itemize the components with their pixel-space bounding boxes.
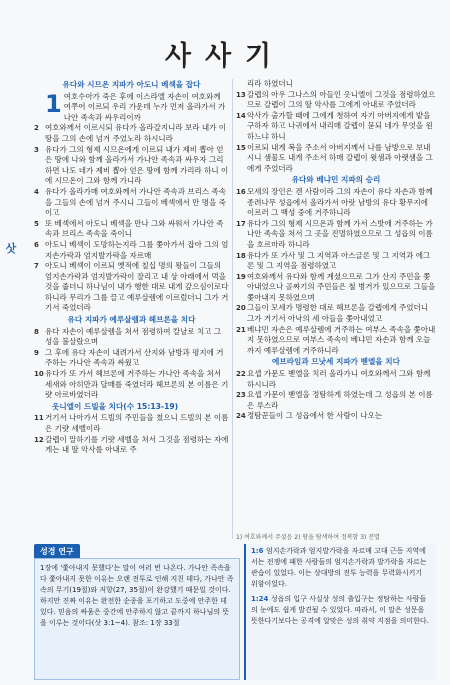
verse-number: 20 [236, 304, 246, 313]
section-heading: 유다와 베냐민 지파의 승리 [291, 175, 381, 185]
verse-body: 요셉 가문도 벧엘을 치러 올라가니 여호와께서 그와 함께 하시니라 [247, 369, 431, 389]
verse [34, 89, 229, 124]
verse-number: 9 [34, 348, 39, 357]
verse-body: 아도니 베섹이 도망하는지라 그를 쫓아가서 잡아 그의 엄지손가락과 엄지발가락을 자르매 [45, 239, 229, 260]
verse-text [45, 348, 229, 369]
verse-text [45, 123, 229, 144]
verse-number: 8 [34, 327, 39, 336]
study-section [34, 544, 436, 685]
verse-number [34, 92, 45, 124]
verse-number: 18 [236, 251, 246, 260]
study-text: 1장에 '쫓아내지 못했다'는 말이 여러 번 나온다. 가나안 족속을 다 쫓아내지 못한 이유는 오랜 전투로 인해 지친 데다, 가나안 족속의 무기(19절)와 저항(27, 35절)이 완강했기 때문일 것이다. 하지만 진짜 이유는 완전한 순종을 포기하고 도중에 안주한 데 있다. 믿음의 싸움은 중간에 안주하지 않고 끝까지 하나님의 뜻을 이루는 것이다(삿 3:1~4). 참조: 1장 33절 [40, 564, 234, 627]
verse-text [45, 145, 229, 187]
chapter-number: 1 [45, 89, 62, 118]
study-note [251, 594, 431, 627]
verse-number: 15 [236, 143, 246, 152]
note-reference: 1:6 [251, 547, 266, 555]
verse-number: 24 [236, 412, 246, 421]
verse-text [45, 89, 229, 124]
verse-body: 거기서 나아가서 드빌의 주민들을 쳤으니 드빌의 본 이름은 기럇 세벨이라 [45, 413, 229, 433]
verse-text [247, 251, 436, 272]
note-reference: 1:24 [251, 595, 271, 603]
verse-body: 요셉 가문이 벧엘을 정탐하게 하였는데 그 성읍의 본 이름은 루스라 [247, 390, 433, 410]
verse [34, 123, 229, 144]
right-column [236, 79, 436, 422]
verse [236, 303, 436, 324]
verse-number: 16 [236, 187, 246, 196]
section-heading: 옷니엘이 드빌을 치다(수 15:13-19) [52, 401, 179, 411]
verse-text [247, 143, 436, 175]
verse-text [247, 411, 436, 422]
verse-text [45, 240, 229, 261]
verse [34, 435, 229, 456]
verse-number: 4 [34, 187, 39, 196]
verse-text [247, 187, 436, 219]
verse [236, 251, 436, 272]
verse-number: 13 [236, 90, 246, 99]
verse-text [247, 325, 436, 357]
verse-text [45, 219, 229, 240]
verse-number: 21 [236, 325, 246, 334]
verse-body: 갈렙의 아우 그나스의 아들인 옷니엘이 그것을 점령하였으므로 갈렙이 그의 딸 악사를 그에게 아내로 주었더라 [247, 89, 436, 110]
verse [34, 240, 229, 261]
verse [34, 369, 229, 401]
verse [236, 111, 436, 143]
verse [236, 219, 436, 251]
verse-body: 갈렙이 말하기를 기럇 세벨을 쳐서 그것을 점령하는 자에게는 내 딸 악사를 아내로 주 [45, 434, 229, 455]
verse-body: 유다가 그의 형제 시므온과 함께 가서 스밧에 거주하는 가나안 족속을 쳐서 그 곳을 진멸하였으므로 그 성읍의 이름을 호르마라 하니라 [247, 218, 433, 249]
verse-number: 10 [34, 370, 44, 379]
verse-body: 또 베섹에서 아도니 베섹을 만나 그와 싸워서 가나안 족속과 브리스 족속을 죽이니 [45, 218, 224, 239]
verse-text [247, 111, 436, 143]
verse-text [45, 327, 229, 348]
verse-body: 여호와께서 이르시되 유다가 올라갈지니라 보라 내가 이 땅을 그의 손에 넘겨 주었노라 하시니라 [45, 123, 226, 143]
verse-number: 3 [34, 145, 39, 154]
verse-number: 7 [34, 262, 39, 271]
verse-number: 17 [236, 219, 246, 228]
verse-body: 모세의 장인은 겐 사람이라 그의 자손이 유다 자손과 함께 종려나무 성읍에서 올라가서 아랏 남방의 유다 황무지에 이르러 그 백성 중에 거주하니라 [247, 186, 433, 218]
verse-text [247, 272, 436, 304]
verse [236, 411, 436, 422]
verse-number: 12 [34, 435, 44, 444]
verse-number [236, 79, 247, 90]
verse-text [247, 90, 436, 111]
verse-number: 11 [34, 414, 44, 423]
verse-text [45, 261, 229, 314]
verse-text [247, 390, 436, 411]
verse-body: 유다가 올라가매 여호와께서 가나안 족속과 브리스 족속을 그들의 손에 넘겨 주시니 그들이 베섹에서 만 명을 죽이고 [45, 186, 226, 218]
section-heading: 유다와 시므온 지파가 아도니 베섹을 잡다 [62, 80, 201, 89]
verse-text [45, 187, 229, 219]
verse [34, 187, 229, 219]
verse-body: 아도니 베섹이 이르되 옛적에 칠십 명의 왕들이 그들의 엄지손가락과 엄지발가락이 잘리고 내 상 아래에서 먹을 것을 줍더니 하나님이 내가 행한 대로 내게 갚으심이로다 하니라 무리가 그를 끌고 예루살렘에 이르렀더니 그가 거기서 죽었더라 [45, 261, 229, 313]
verse-body: 정탐꾼들이 그 성읍에서 한 사람이 나오는 [247, 411, 383, 421]
verse [236, 143, 436, 175]
verse [34, 413, 229, 434]
notes-box [244, 544, 436, 680]
side-tab: 삿 [5, 242, 17, 255]
verse [236, 90, 436, 111]
verse-body: 유다 자손이 예루살렘을 쳐서 점령하여 칼날로 치고 그 성을 불살랐으며 [45, 326, 222, 347]
verse [34, 145, 229, 187]
section-heading: 에브라임과 므낫세 지파가 벧엘을 치다 [272, 357, 400, 367]
note-text: 엄지손가락과 엄지발가락을 자르매 고대 근동 지역에서는 전쟁에 패한 사람들의 엄지손가락과 발가락을 자르는 관습이 있었다. 이는 상대방의 전투 능력을 무력화시키기 위함이었다. [251, 547, 427, 588]
verse-body: 유다가 또 가서 헤브론에 거주하는 가나안 족속을 쳐서 세새와 아히만과 달매를 죽였더라 헤브론의 본 이름은 기럇 아르바였더라 [45, 369, 229, 400]
verse [34, 219, 229, 240]
verse [236, 187, 436, 219]
verse [236, 272, 436, 304]
verse-body: 악사가 출가할 때에 그에게 청하여 자기 아버지에게 밭을 구하자 하고 나귀에서 내리매 갈렙이 묻되 네가 무엇을 원하느냐 하니 [247, 110, 433, 141]
column-divider [232, 79, 233, 539]
section-heading: 유다 지파가 예루살렘과 헤브론을 치다 [67, 315, 196, 325]
left-column [34, 79, 229, 456]
verse-text [45, 435, 229, 456]
book-title: 사사기 [164, 41, 286, 72]
verse-number: 23 [236, 391, 246, 400]
study-box [34, 558, 240, 680]
verse-text [45, 369, 229, 401]
verse-text [247, 369, 436, 390]
verse-body: 여호와께서 유다와 함께 계셨으므로 그가 산지 주민을 쫓아내었으나 골짜기의 주민들은 철 병거가 있으므로 그들을 쫓아내지 못하였으며 [247, 271, 436, 302]
verse-body: 베냐민 자손은 예루살렘에 거주하는 여부스 족속을 쫓아내지 못하였으므로 여부스 족속이 베냐민 자손과 함께 오늘까지 예루살렘에 거주하니라 [247, 324, 436, 355]
verse-number: 5 [34, 219, 39, 228]
verse-text [247, 219, 436, 251]
verse-body: 이르되 내게 복을 주소서 아버지께서 나를 남방으로 보내시니 샘물도 내게 주소서 하매 갈렙이 윗샘과 아랫샘을 그에게 주었더라 [247, 142, 433, 173]
study-label: 성경 연구 [34, 544, 80, 559]
verse [236, 369, 436, 390]
verse-body: 그 후에 유다 자손이 내려가서 산지와 남방과 평지에 거주하는 가나안 족속과 싸웠고 [45, 347, 224, 368]
verse-body: 여호수아가 죽은 후에 이스라엘 자손이 여호와께 여쭈어 이르되 우리 가운데 누가 먼저 올라가서 가나안 족속과 싸우리이까 [63, 91, 226, 122]
verse-text [45, 413, 229, 434]
verse-text [247, 79, 436, 90]
verse-body: 리라 하였더니 [247, 79, 293, 88]
verse-number: 22 [236, 370, 246, 379]
verse [236, 325, 436, 357]
footnote: 1) 여호와께서 주셨음 2) 땅을 탐색하여 정복함 3) 전멸 [236, 534, 380, 541]
verse-number: 6 [34, 240, 39, 249]
verse-text [247, 303, 436, 324]
study-note [251, 546, 431, 590]
verse [236, 390, 436, 411]
verse-body: 유다가 그의 형제 시므온에게 이르되 내가 제비 뽑아 얻은 땅에 나와 함께 올라가서 가나안 족속과 싸우자 그리하면 나도 네가 제비 뽑아 얻은 땅에 함께 가리라 하니 이에 시므온이 그와 함께 가니라 [45, 144, 229, 186]
verse [34, 261, 229, 314]
verse-body: 유다가 또 가사 및 그 지역과 아스글론 및 그 지역과 에그론 및 그 지역을 점령하였고 [247, 250, 431, 271]
verse-body: 그들이 모세가 명령한 대로 헤브론을 갈렙에게 주었더니 그가 거기서 아낙의 세 아들을 쫓아내었고 [247, 303, 428, 324]
verse [34, 348, 229, 369]
verse-number: 19 [236, 272, 246, 281]
verse-number: 14 [236, 111, 246, 120]
verse-number: 2 [34, 124, 39, 133]
verse [34, 327, 229, 348]
verse [236, 79, 436, 90]
note-text: 성읍의 입구 사실상 성의 출입구는 정탐하는 사람들의 눈에도 쉽게 발견될 수 있었다. 따라서, 이 말은 성문을 뜻한다기보다는 공격에 알맞은 성의 취약 지점을 의미한다. [251, 595, 429, 625]
